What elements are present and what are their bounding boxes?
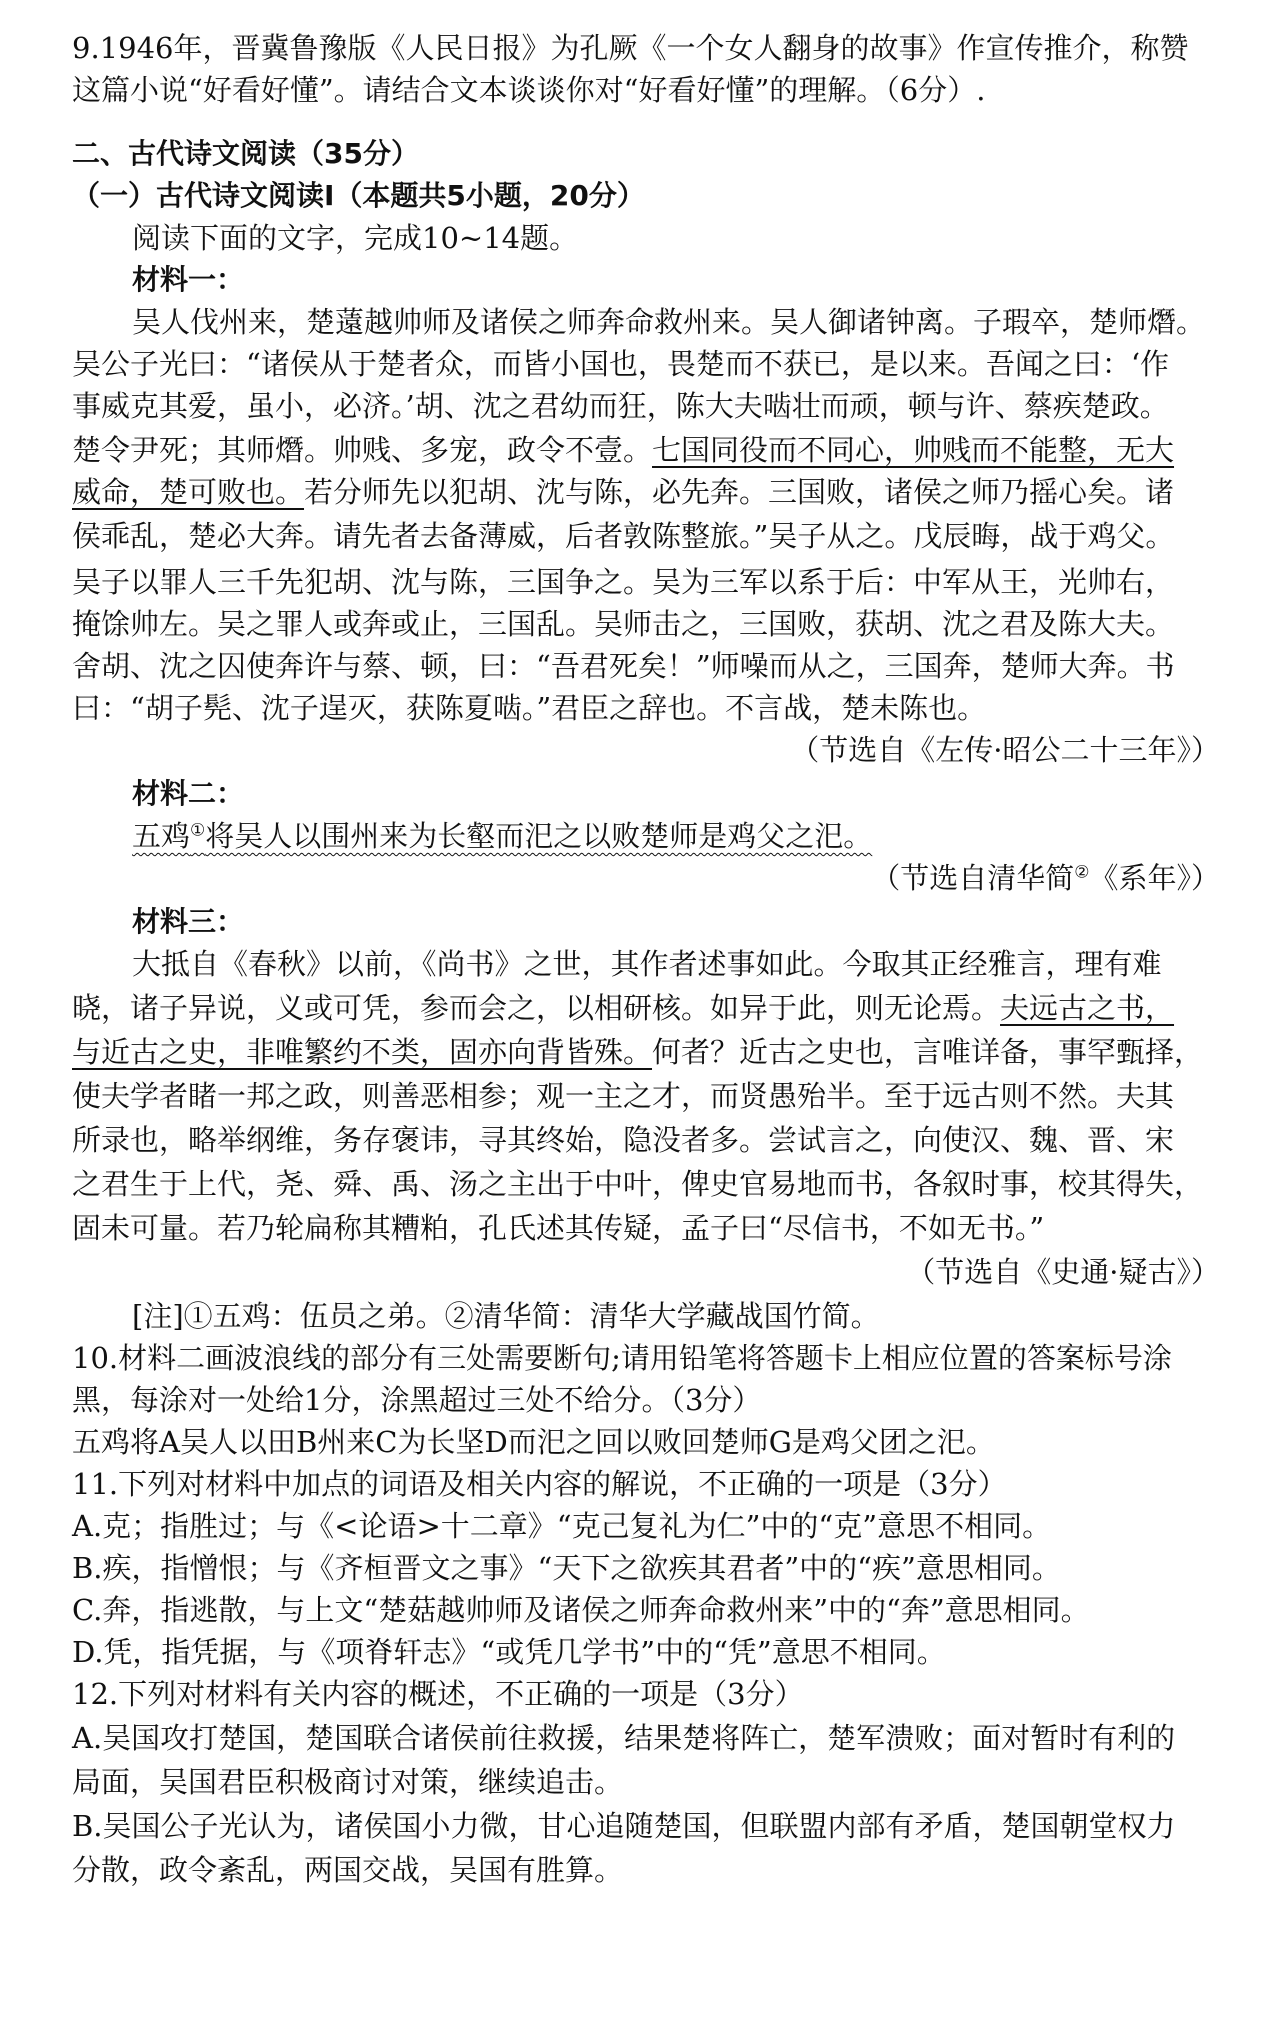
q10-line-3: 五鸡将A吴人以田B州来C为长坚D而汜之回以败回楚师G是鸡父团之汜。 [72, 1425, 995, 1459]
material-2-text [132, 816, 872, 856]
material-1-line-8: 掩馀帅左。吴之罪人或奔或止，三国乱。吴师击之，三国败，获胡、沈之君及陈大夫。 [72, 607, 1175, 641]
material-2-text-a: 五鸡 [132, 819, 191, 853]
q12-option-b-line-1: B.吴国公子光认为，诸侯国小力微，甘心追随楚国，但联盟内部有矛盾，楚国朝堂权力 [72, 1809, 1176, 1843]
material-1-line-3: 事威克其爱，虽小，必济。’胡、沈之君幼而狂，陈大夫啮壮而顽，顿与许、蔡疾楚政。 [72, 389, 1169, 423]
material-1-line-5 [72, 472, 1174, 512]
annotation-notes: [注]①五鸡：伍员之弟。②清华简：清华大学藏战国竹简。 [132, 1299, 880, 1333]
section-subtitle: （一）古代诗文阅读Ⅰ（本题共5小题，20分） [72, 179, 645, 212]
material-1-label: 材料一： [132, 263, 245, 296]
material-3-line-5: 所录也，略举纲维，务存褒讳，寻其终始，隐没者多。尝试言之，向使汉、魏、晋、宋 [72, 1123, 1175, 1157]
material-3-line-4: 使夫学者睹一邦之政，则善恶相参；观一主之才，而贤愚殆半。至于远古则不然。夫其 [72, 1079, 1175, 1113]
q10-line-1: 10.材料二画波浪线的部分有三处需要断句;请用铅笔将答题卡上相应位置的答案标号涂 [72, 1341, 1172, 1375]
material-1-line-6: 侯乖乱，楚必大奔。请先者去备薄威，后者敦陈整旅。”吴子从之。戊辰晦，战于鸡父。 [72, 519, 1175, 553]
material-3-line-7: 固未可量。若乃轮扁称其糟粕，孔氏述其传疑，孟子曰“尽信书，不如无书。” [72, 1211, 1045, 1245]
material-3-line-3 [72, 1032, 1203, 1072]
material-3-line-2-plain: 晓，诸子异说，义或可凭，参而会之，以相研核。如异于此，则无论焉。 [72, 991, 1001, 1025]
q11-option-d: D.凭，指凭据，与《项脊轩志》“或凭几学书”中的“凭”意思不相同。 [72, 1635, 946, 1669]
material-3-line-6: 之君生于上代，尧、舜、禹、汤之主出于中叶，俾史官易地而书，各叙时事，校其得失， [72, 1167, 1204, 1201]
material-2-source [871, 858, 1220, 898]
q11-stem: 11.下列对材料中加点的词语及相关内容的解说，不正确的一项是（3分） [72, 1467, 1007, 1501]
q11-option-a: A.克；指胜过；与《<论语>十二章》“克己复礼为仁”中的“克”意思不相同。 [72, 1509, 1052, 1543]
underlined-sentence-1b: 威命，楚可败也。 [72, 475, 305, 509]
material-1-source: （节选自《左传·昭公二十三年》） [790, 733, 1220, 767]
q12-option-a-line-1: A.吴国攻打楚国，楚国联合诸侯前往救援，结果楚将阵亡，楚军溃败；面对暂时有利的 [72, 1721, 1176, 1755]
material-3-line-3-plain: 何者？近古之史也，言唯详备，事罕甄择， [652, 1035, 1204, 1069]
q9-line-2: 这篇小说“好看好懂”。请结合文本谈谈你对“好看好懂”的理解。（6分）. [72, 73, 986, 107]
underlined-sentence-1a: 七国同役而不同心，帅贱而不能整，无大 [652, 433, 1175, 467]
reading-instruction: 阅读下面的文字，完成10~14题。 [132, 221, 579, 255]
material-1-line-9: 舍胡、沈之囚使奔许与蔡、顿，曰：“吾君死矣！”师噪而从之，三国奔，楚师大奔。书 [72, 649, 1175, 683]
q10-line-2: 黑，每涂对一处给1分，涂黑超过三处不给分。（3分） [72, 1383, 762, 1417]
q12-option-a-line-2: 局面，吴国君臣积极商讨对策，继续追击。 [72, 1765, 624, 1799]
material-3-source: （节选自《史通·疑古》） [906, 1255, 1220, 1289]
material-3-label: 材料三： [132, 905, 245, 938]
section-title: 二、古代诗文阅读（35分） [72, 137, 419, 170]
note-marker-1: ① [190, 820, 206, 841]
q9-line-1: 9.1946年，晋冀鲁豫版《人民日报》为孔厥《一个女人翻身的故事》作宣传推介，称赞 [72, 31, 1189, 65]
material-1-line-10: 曰：“胡子髡、沈子逞灭，获陈夏啮。”君臣之辞也。不言战，楚未陈也。 [72, 691, 987, 725]
material-1-line-2: 吴公子光曰：“诸侯从于楚者众，而皆小国也，畏楚而不获已，是以来。吾闻之曰：‘作 [72, 347, 1170, 381]
q12-stem: 12.下列对材料有关内容的概述，不正确的一项是（3分） [72, 1677, 804, 1711]
material-2-source-b: 《系年》） [1089, 861, 1220, 895]
material-1-line-7: 吴子以罪人三千先犯胡、沈与陈，三国争之。吴为三军以系于后：中军从王，光帅右， [72, 565, 1175, 599]
material-1-line-1: 吴人伐州来，楚薳越帅师及诸侯之师奔命救州来。吴人御诸钟离。子瑕卒，楚师熸。 [132, 305, 1206, 339]
material-2-source-a: （节选自清华简 [871, 861, 1075, 895]
material-3-line-2 [72, 988, 1174, 1028]
material-3-line-1: 大抵自《春秋》以前，《尚书》之世，其作者述事如此。今取其正经雅言，理有难 [132, 947, 1162, 981]
material-1-line-4 [72, 430, 1174, 470]
q12-option-b-line-2: 分散，政令紊乱，两国交战，吴国有胜算。 [72, 1853, 624, 1887]
material-1-line-4-plain: 楚令尹死；其师熸。帅贱、多宠，政令不壹。 [72, 433, 653, 467]
material-2-text-b: 将吴人以围州来为长壑而汜之以败楚师是鸡父之汜。 [205, 819, 873, 853]
material-2-label: 材料二： [132, 777, 245, 810]
q11-option-c: C.奔，指逃散，与上文“楚菇越帅师及诸侯之师奔命救州来”中的“奔”意思相同。 [72, 1593, 1090, 1627]
q11-option-b: B.疾，指憎恨；与《齐桓晋文之事》“天下之欲疾其君者”中的“疾”意思相同。 [72, 1551, 1061, 1585]
underlined-sentence-2a: 夫远古之书， [1000, 991, 1175, 1025]
underlined-sentence-2b: 与近古之史，非唯繁约不类，固亦向背皆殊。 [72, 1035, 653, 1069]
material-1-line-5-plain: 若分师先以犯胡、沈与陈，必先奔。三国败，诸侯之师乃摇心矣。诸 [304, 475, 1175, 509]
note-marker-2: ② [1074, 862, 1090, 883]
